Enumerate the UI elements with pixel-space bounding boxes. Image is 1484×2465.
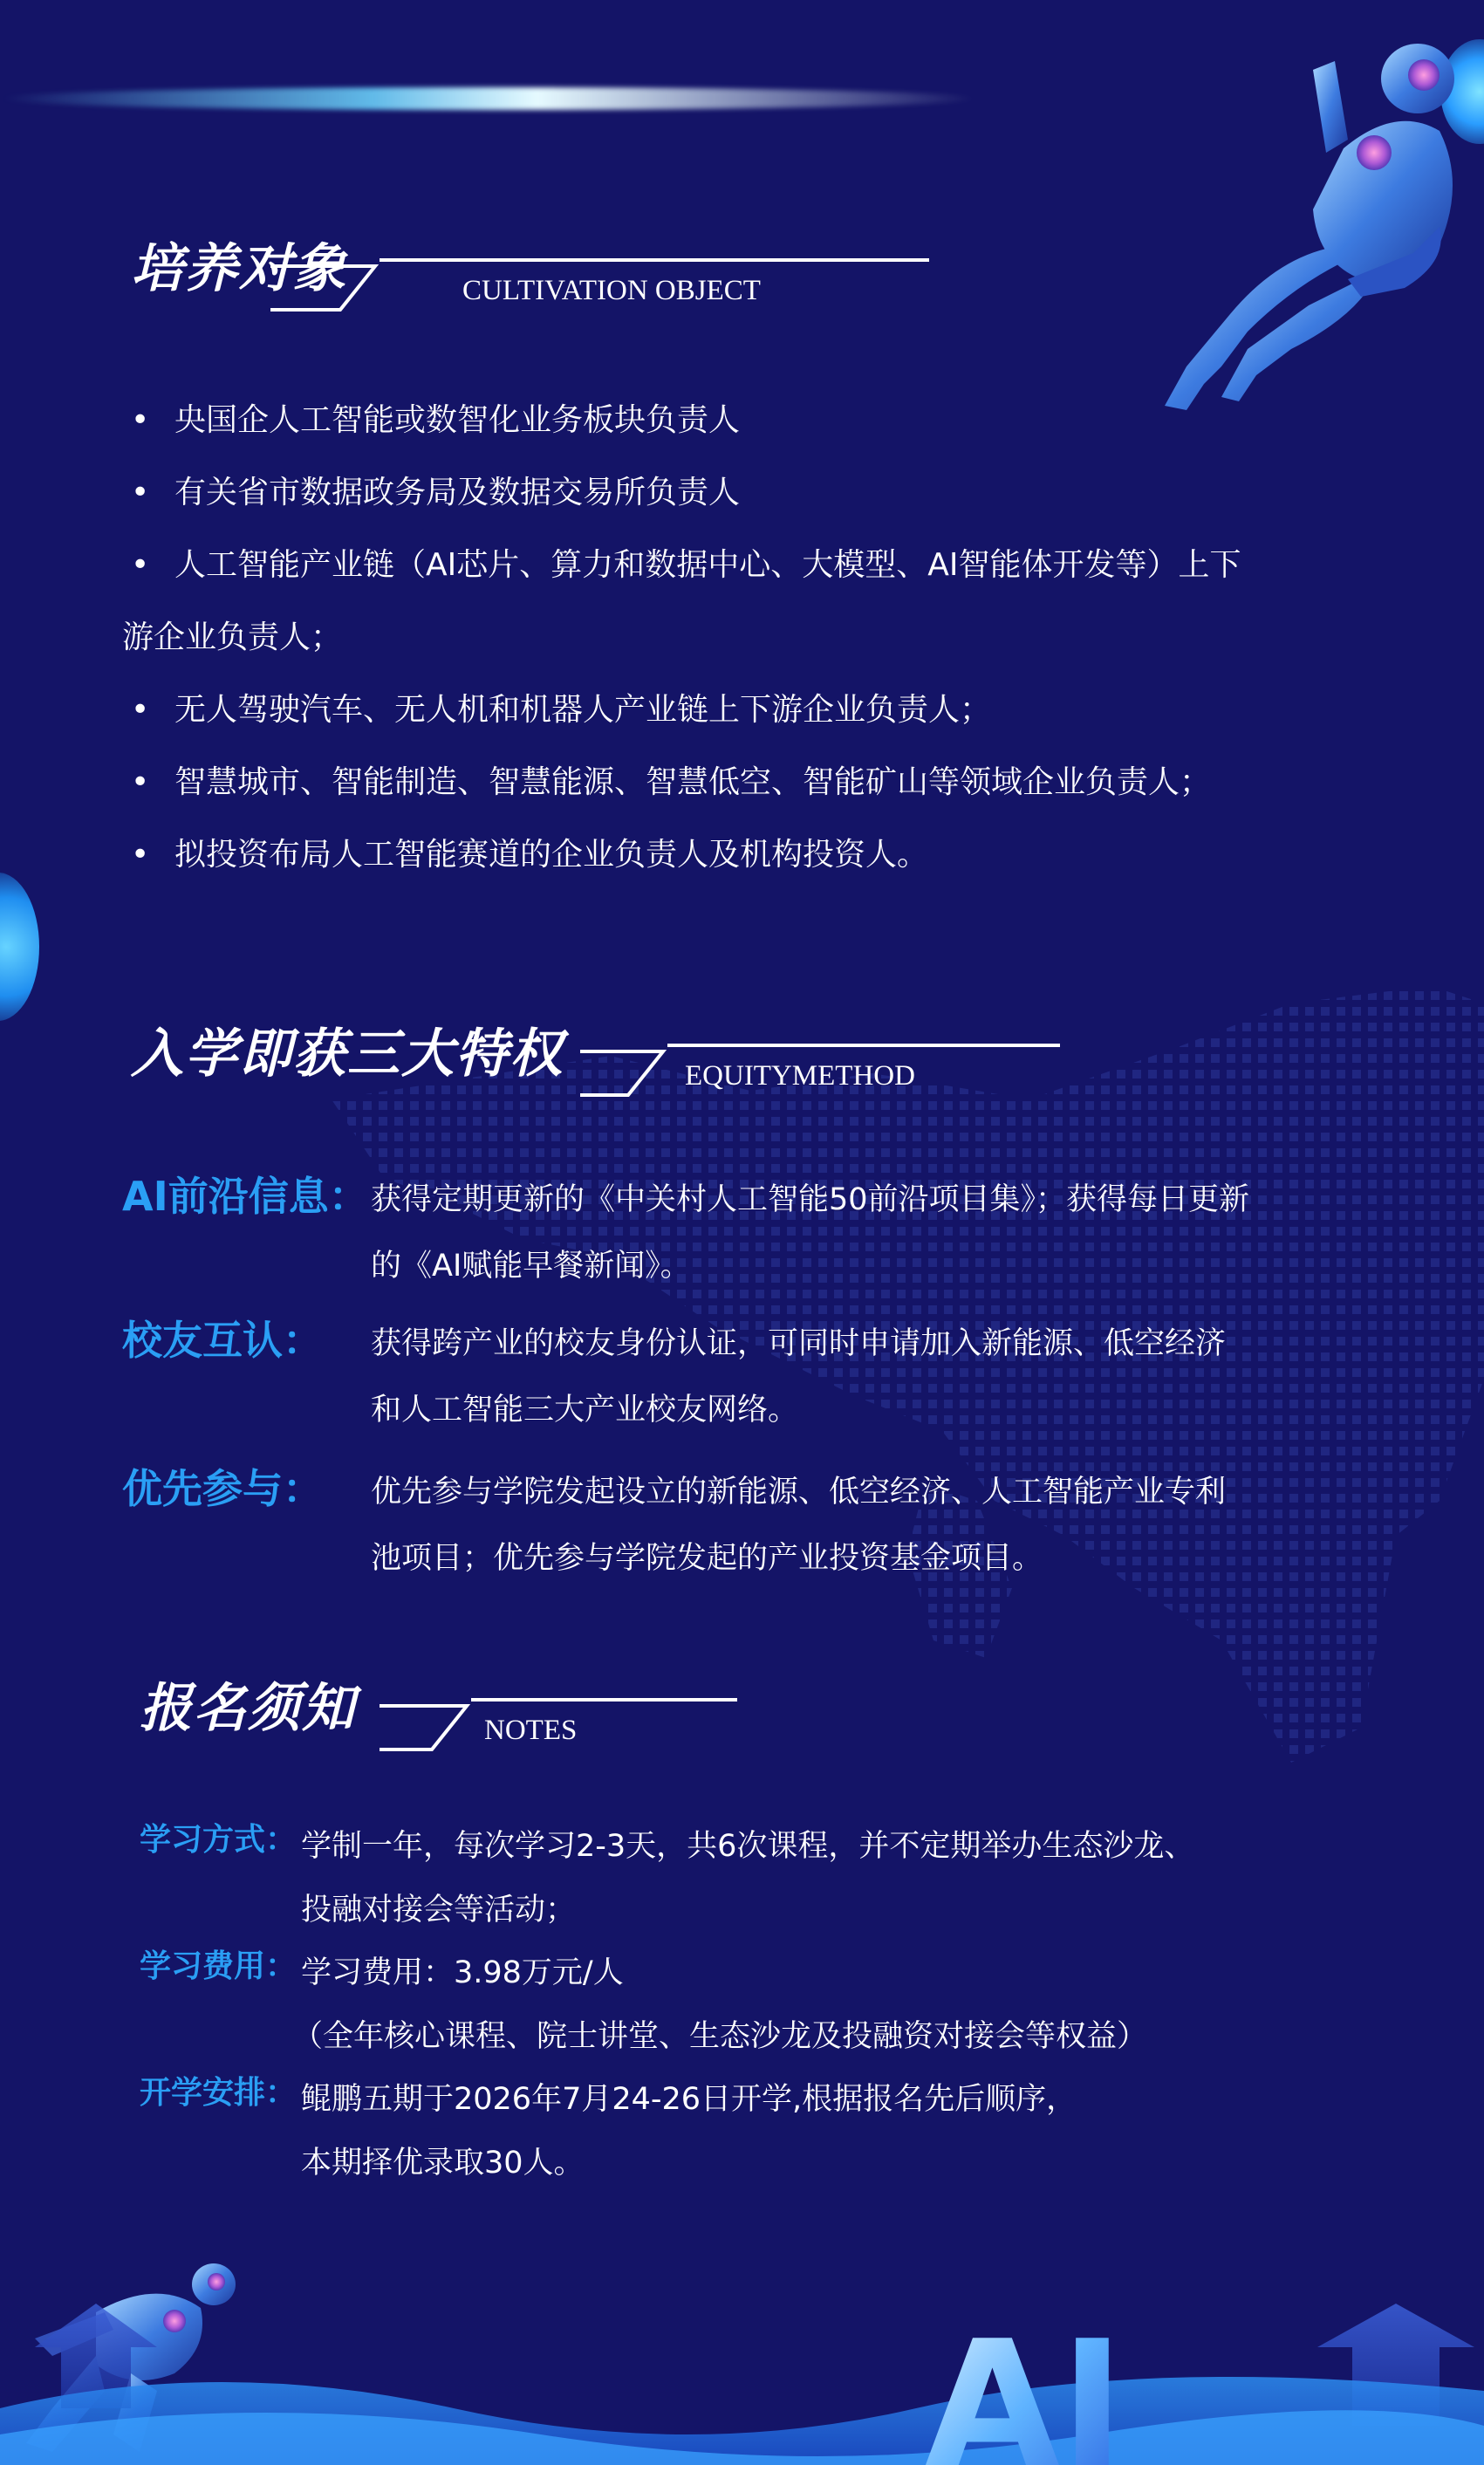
privilege-label: 校友互认： <box>122 1317 323 1364</box>
privilege-label: 优先参与： <box>122 1465 323 1512</box>
list-item: • 央国企人工智能或数智化业务板块负责人 <box>131 402 741 438</box>
privilege-text: 优先参与学院发起设立的新能源、低空经济、人工智能产业专利 池项目；优先参与学院发起的产业投资基金项目。 <box>371 1475 1227 1576</box>
ai-logo-text: AI <box>925 2304 1125 2465</box>
section-title-cultivation: 培养对象 <box>131 238 347 299</box>
list-item: • 无人驾驶汽车、无人机和机器人产业链上下游企业负责人； <box>131 692 992 728</box>
privilege-label: AI前沿信息： <box>122 1173 369 1220</box>
list-item: • 智慧城市、智能制造、智慧能源、智慧低空、智能矿山等领域企业负责人； <box>131 764 1212 800</box>
list-item-continuation: 游企业负责人； <box>122 620 343 655</box>
privilege-text: 获得定期更新的《中关村人工智能50前沿项目集》；获得每日更新 的《AI赋能早餐新闻》。 <box>371 1182 1250 1284</box>
list-item: • 人工智能产业链（AI芯片、算力和数据中心、大模型、AI智能体开发等）上下 <box>131 547 1241 583</box>
section-title-privileges: 入学即获三大特权 <box>131 1024 564 1085</box>
note-text: 学习费用：3.98万元/人 （全年核心课程、院士讲堂、生态沙龙及投融资对接会等权益） <box>292 1955 1148 2054</box>
note-text: 鲲鹏五期于2026年7月24-26日开学,根据报名先后顺序， 本期择优录取30人。 <box>301 2082 1077 2181</box>
section-subtitle-cultivation: CULTIVATION OBJECT <box>462 275 761 306</box>
note-label: 开学安排： <box>140 2075 297 2111</box>
note-label: 学习方式： <box>140 1822 297 1858</box>
section-subtitle-privileges: EQUITYMETHOD <box>685 1060 915 1092</box>
cultivation-list <box>122 384 1361 891</box>
note-label: 学习费用： <box>140 1948 297 1984</box>
note-text: 学制一年，每次学习2-3天，共6次课程，并不定期举办生态沙龙、 投融对接会等活动； <box>301 1829 1195 1927</box>
section-title-notes: 报名须知 <box>140 1678 356 1739</box>
section-subtitle-notes: NOTES <box>484 1715 578 1746</box>
list-item: • 有关省市数据政务局及数据交易所负责人 <box>131 475 741 510</box>
list-item: • 拟投资布局人工智能赛道的企业负责人及机构投资人。 <box>131 837 929 873</box>
privilege-text: 获得跨产业的校友身份认证，可同时申请加入新能源、低空经济 和人工智能三大产业校友网络。 <box>371 1326 1227 1428</box>
